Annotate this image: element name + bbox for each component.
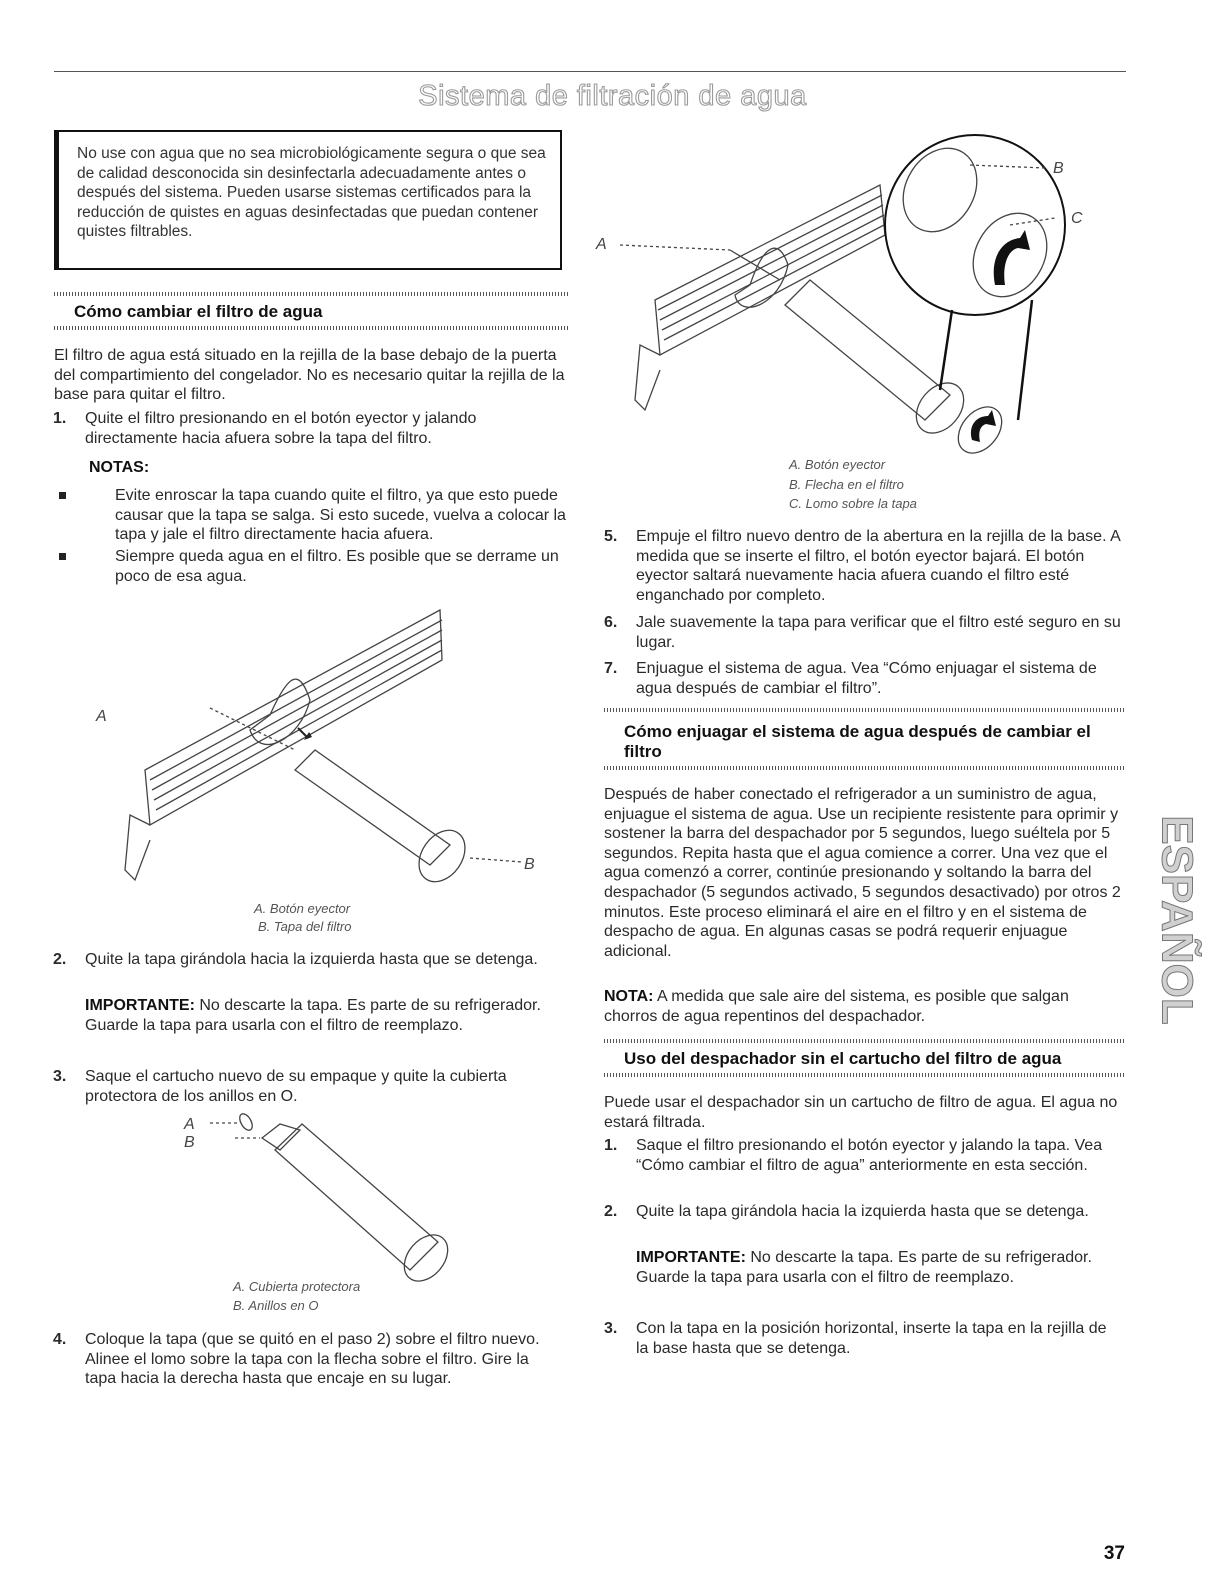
step-number: 2. (604, 1203, 618, 1220)
notes-label: NOTAS: (89, 459, 150, 476)
section-rule (604, 708, 1124, 712)
step-number: 4. (53, 1331, 67, 1348)
figure-label-a: A (596, 236, 607, 253)
step-text: Empuje el filtro nuevo dentro de la abertura en la rejilla de la base. A medida que se inserte el filtro, el botón eyector bajará. El botón eyector saltará nuevamente hacia afuera cuando el filtro esté enganchado por completo. (636, 528, 1120, 604)
important-label: IMPORTANTE: (85, 997, 195, 1014)
flush-paragraph: Después de haber conectado el refrigerador a un suministro de agua, enjuague el sistema de agua. Use un recipiente resistente para oprimir y sostener la barra del despachador por 5 segundos, luego suéltela por 5 segundos. Repita hasta que el agua comience a correr. Una vez que el agua comenzó a correr, continúe presionando y soltando la barra del despachador (5 segundos activado, 5 segundos desactivado) por otros 2 minutos. Este proceso eliminará el aire en el filtro y en el sistema de despacho de agua. En algunas casas se podrá requerir enjuague adicional. (604, 786, 1121, 960)
step-item (54, 1330, 564, 1389)
section-heading-change-filter: Cómo cambiar el filtro de agua (74, 302, 323, 321)
note-label: NOTA: (604, 988, 654, 1005)
important-label: IMPORTANTE: (636, 1249, 746, 1266)
intro-paragraph: El filtro de agua está situado en la rejilla de la base debajo de la puerta del compartimiento del congelador. No es necesario quitar la rejilla de la base para quitar el filtro. (54, 347, 565, 404)
step-text: Saque el cartucho nuevo de su empaque y quite la cubierta protectora de los anillos en O. (85, 1068, 507, 1105)
step-text: Enjuague el sistema de agua. Vea “Cómo enjuagar el sistema de agua después de cambiar el filtro”. (636, 660, 1097, 697)
step-item (604, 1136, 1122, 1175)
step-number: 1. (604, 1137, 618, 1154)
section-rule (604, 1039, 1124, 1043)
step-text: Quite la tapa girándola hacia la izquierda hasta que se detenga. (85, 951, 538, 968)
warning-box: No use con agua que no sea microbiológicamente segura o que sea de calidad desconocida sin desinfectarla adecuadamente antes o después del sistema. Pueden usarse sistemas certificados para la reducción de quistes en aguas desinfectadas que puedan contener quistes filtrables. (54, 130, 562, 270)
step-number: 3. (53, 1068, 67, 1085)
step-item (604, 613, 1122, 652)
figure-caption-a: A. Cubierta protectora (233, 1279, 361, 1294)
side-tab-label: ESPAÑOL (1152, 815, 1202, 1025)
filter-cartridge-illustration (180, 1110, 480, 1290)
section-rule (604, 1073, 1124, 1077)
note-text: A medida que sale aire del sistema, es posible que salgan chorros de agua repentinos del despachador. (604, 988, 1069, 1025)
figure-caption-a: A. Botón eyector (789, 457, 886, 472)
step-item (54, 409, 564, 448)
step-number: 6. (604, 614, 618, 631)
step-item (604, 527, 1122, 605)
step-item (54, 950, 564, 970)
figure-label-a: A (184, 1116, 195, 1133)
figure-caption-c: C. Lomo sobre la tapa (789, 496, 917, 511)
bullet-icon (59, 492, 66, 499)
step-number: 7. (604, 660, 618, 677)
top-rule (54, 71, 1126, 72)
figure-caption-b: B. Tapa del filtro (258, 919, 352, 934)
note-item: Evite enroscar la tapa cuando quite el filtro, ya que esto puede causar que la tapa se salga. Si esto sucede, vuelva a colocar la tapa y jale el filtro directamente hacia afuera. (115, 487, 566, 544)
important-text: No descarte la tapa. Es parte de su refrigerador. Guarde la tapa para usarla con el filtro de reemplazo. (636, 1249, 1092, 1286)
figure-label-c: C (1071, 210, 1083, 227)
step-text: Coloque la tapa (que se quitó en el paso 2) sobre el filtro nuevo. Alinee el lomo sobre la tapa con la flecha sobre el filtro. Gire la tapa hacia la derecha hasta que encaje en su lugar. (85, 1331, 540, 1388)
section-rule (54, 292, 568, 296)
section-heading-flush: Cómo enjuagar el sistema de agua después de cambiar el filtro (624, 722, 1091, 761)
step-item (604, 1202, 1122, 1222)
filter-install-illustration (600, 130, 1130, 460)
page-title: Sistema de filtración de agua (418, 80, 807, 112)
step-text: Quite el filtro presionando en el botón eyector y jalando directamente hacia afuera sobre la tapa del filtro. (85, 410, 477, 447)
filter-grille-illustration (90, 600, 550, 900)
step-number: 5. (604, 528, 618, 545)
step-number: 2. (53, 951, 67, 968)
important-text: No descarte la tapa. Es parte de su refrigerador. Guarde la tapa para usarla con el filtro de reemplazo. (85, 997, 541, 1034)
page-number: 37 (1103, 1543, 1125, 1564)
figure-label-b: B (184, 1134, 195, 1151)
section-rule (54, 326, 568, 330)
section-heading-use-dispenser: Uso del despachador sin el cartucho del filtro de agua (624, 1049, 1062, 1068)
step-item (604, 1319, 1122, 1358)
figure-label-b: B (1053, 160, 1064, 177)
bullet-icon (59, 553, 66, 560)
language-side-tab (1152, 770, 1202, 1070)
step-item (604, 659, 1122, 698)
step-text: Jale suavemente la tapa para verificar que el filtro esté seguro en su lugar. (636, 614, 1121, 651)
step-text: Con la tapa en la posición horizontal, inserte la tapa en la rejilla de la base hasta que se detenga. (636, 1320, 1107, 1357)
step-number: 1. (53, 410, 67, 427)
figure-label-b: B (524, 856, 535, 873)
figure-caption-a: A. Botón eyector (254, 901, 351, 916)
step-text: Quite la tapa girándola hacia la izquierda hasta que se detenga. (636, 1203, 1089, 1220)
flush-note (604, 987, 1122, 1026)
step-text: Saque el filtro presionando el botón eyector y jalando la tapa. Vea “Cómo cambiar el filtro de agua” anteriormente en esta sección. (636, 1137, 1103, 1174)
figure-caption-b: B. Flecha en el filtro (789, 477, 904, 492)
important-note (636, 1248, 1122, 1287)
use-paragraph: Puede usar el despachador sin un cartucho de filtro de agua. El agua no estará filtrada. (604, 1094, 1118, 1131)
important-note (85, 996, 563, 1035)
step-number: 3. (604, 1320, 618, 1337)
note-item: Siempre queda agua en el filtro. Es posible que se derrame un poco de esa agua. (115, 548, 559, 585)
figure-caption-b: B. Anillos en O (233, 1298, 319, 1313)
step-item (54, 1067, 564, 1106)
figure-label-a: A (96, 708, 107, 725)
section-rule (604, 766, 1124, 770)
